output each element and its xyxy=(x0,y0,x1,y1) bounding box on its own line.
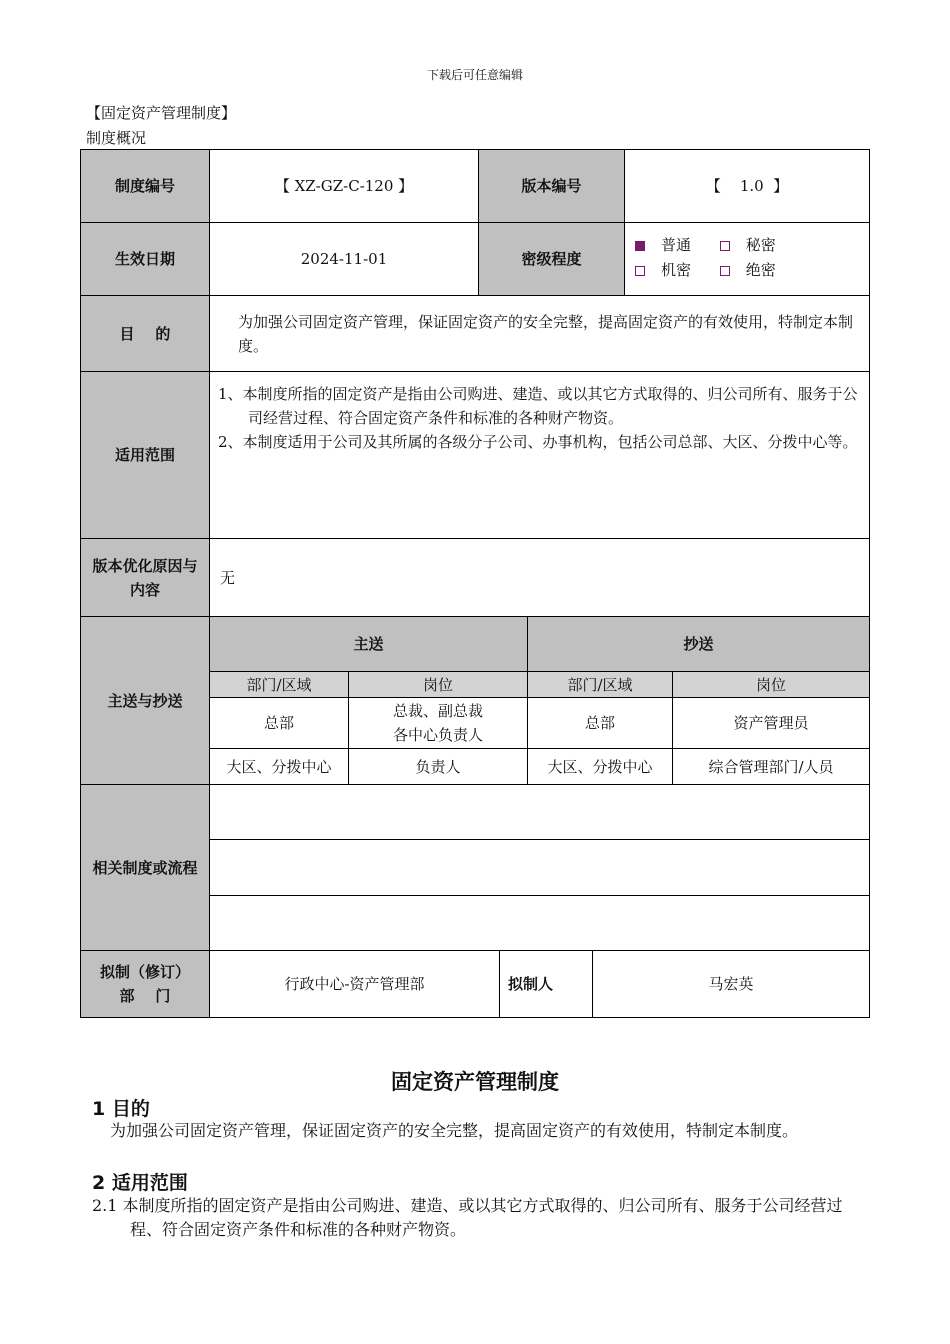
checkbox-unchecked-icon[interactable] xyxy=(720,241,730,251)
table-row-1-cc-post: 资产管理员 xyxy=(672,697,870,749)
checkbox-unchecked-icon[interactable] xyxy=(720,266,730,276)
drafter-dept-label: 拟制（修订） 部 门 xyxy=(80,950,210,1018)
table-row-1-main-dept: 总部 xyxy=(209,697,349,749)
main-title: 固定资产管理制度 xyxy=(391,1070,559,1094)
drafter-label: 拟制人 xyxy=(499,950,593,1018)
header-note: 下载后可任意编辑 xyxy=(426,68,523,82)
secrecy-option-top-secret: 绝密 xyxy=(745,261,776,279)
checkbox-checked-icon[interactable] xyxy=(635,241,645,251)
section-2-1-text: 2.1 本制度所指的固定资产是指由公司购进、建造、或以其它方式取得的、归公司所有、服务于公司经营过程、符合固定资产条件和标准的各种财产物资。 xyxy=(92,1196,843,1239)
section-1-heading: 1 目的 xyxy=(92,1098,150,1120)
related-row-3 xyxy=(209,895,870,951)
scope-label: 适用范围 xyxy=(80,371,210,539)
table-row-1-main-post: 总裁、副总裁 各中心负责人 xyxy=(348,697,528,749)
cc-dept-col: 部门/区域 xyxy=(527,671,673,698)
secrecy-option-confidential: 机密 xyxy=(661,261,692,279)
optimization-value: 无 xyxy=(209,538,870,617)
related-row-1 xyxy=(209,784,870,840)
checkbox-unchecked-icon[interactable] xyxy=(635,266,645,276)
doc-title: 【固定资产管理制度】 xyxy=(86,104,237,122)
main-post-col: 岗位 xyxy=(348,671,528,698)
version-value: 【 1.0 】 xyxy=(624,149,870,223)
related-row-2 xyxy=(209,839,870,896)
secrecy-option-secret: 秘密 xyxy=(745,236,776,254)
purpose-text: 为加强公司固定资产管理，保证固定资产的安全完整，提高固定资产的有效使用，特制定本制度。 xyxy=(209,295,870,372)
secrecy-option-normal: 普通 xyxy=(661,236,692,254)
table-row-2-main-dept: 大区、分拨中心 xyxy=(209,748,349,785)
table-row-2-main-post: 负责人 xyxy=(348,748,528,785)
section-2-heading: 2 适用范围 xyxy=(92,1172,188,1194)
main-dept-col: 部门/区域 xyxy=(209,671,349,698)
overview-table xyxy=(80,149,870,1018)
optimization-label: 版本优化原因与内容 xyxy=(80,538,210,617)
doc-subtitle: 制度概况 xyxy=(86,129,147,147)
date-value: 2024-11-01 xyxy=(209,222,479,296)
distribution-label: 主送与抄送 xyxy=(80,616,210,785)
table-row-2-cc-post: 综合管理部门/人员 xyxy=(672,748,870,785)
secrecy-label: 密级程度 xyxy=(478,222,625,296)
table-row-2-cc-dept: 大区、分拨中心 xyxy=(527,748,673,785)
scope-item-1: 1、本制度所指的固定资产是指由公司购进、建造、或以其它方式取得的、归公司所有、服务于公司经营过程、符合固定资产条件和标准的各种财产物资。 xyxy=(218,385,858,427)
related-label: 相关制度或流程 xyxy=(80,784,210,951)
drafter-value: 马宏英 xyxy=(592,950,870,1018)
purpose-label: 目 的 xyxy=(80,295,210,372)
section-1-text: 为加强公司固定资产管理，保证固定资产的安全完整，提高固定资产的有效使用，特制定本制度。 xyxy=(110,1121,799,1140)
cc-send-header: 抄送 xyxy=(527,616,870,672)
cc-post-col: 岗位 xyxy=(672,671,870,698)
main-send-header: 主送 xyxy=(209,616,528,672)
secrecy-options xyxy=(624,222,870,296)
date-label: 生效日期 xyxy=(80,222,210,296)
scope-text xyxy=(209,371,870,539)
drafter-dept-value: 行政中心-资产管理部 xyxy=(209,950,500,1018)
id-value: 【 XZ-GZ-C-120 】 xyxy=(209,149,479,223)
id-label: 制度编号 xyxy=(80,149,210,223)
scope-item-2: 2、本制度适用于公司及其所属的各级分子公司、办事机构，包括公司总部、大区、分拨中心等。 xyxy=(218,433,858,451)
table-row-1-cc-dept: 总部 xyxy=(527,697,673,749)
version-label: 版本编号 xyxy=(478,149,625,223)
